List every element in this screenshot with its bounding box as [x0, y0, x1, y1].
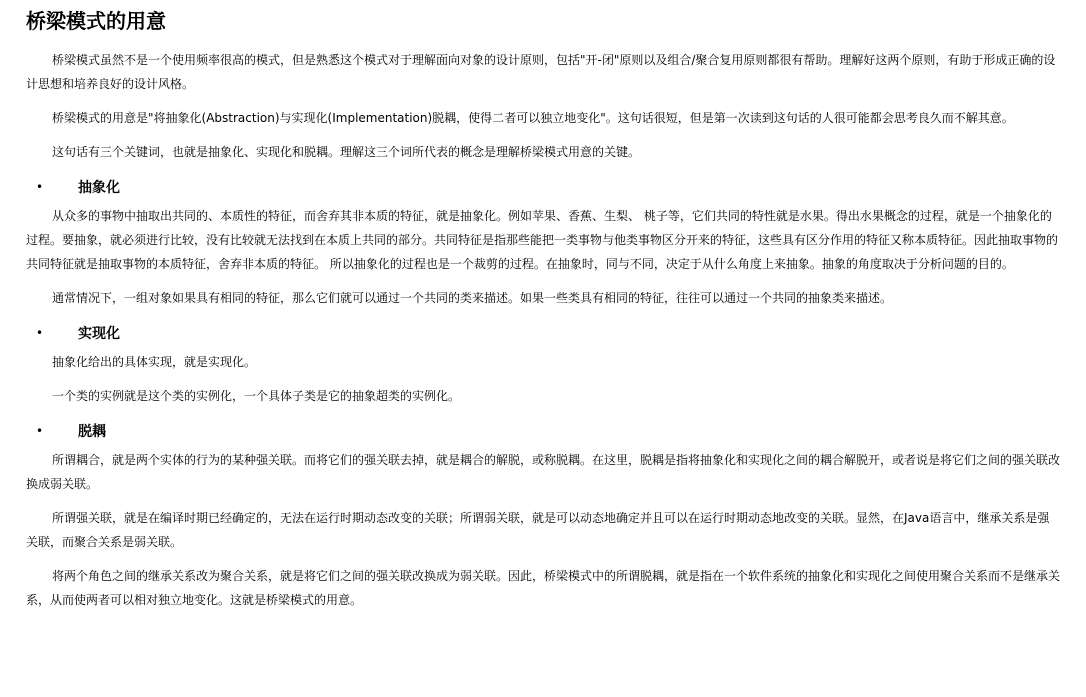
section-paragraph: 所谓强关联，就是在编译时期已经确定的，无法在运行时期动态改变的关联；所谓弱关联，就是可以动态地确定并且可以在运行时期动态地改变的关联。显然，在Java语言中，继承关系是强关联，而聚合关系是弱关联。 [26, 511, 1050, 549]
bullet-icon: • [36, 326, 44, 340]
section-title: 脱耦 [78, 424, 106, 440]
section-heading-implementation [26, 320, 1060, 346]
section-title: 抽象化 [78, 180, 120, 196]
section-paragraph: 抽象化给出的具体实现，就是实现化。 [52, 355, 257, 369]
section-paragraph: 所谓耦合，就是两个实体的行为的某种强关联。而将它们的强关联去掉，就是耦合的解脱，或称脱耦。在这里，脱耦是指将抽象化和实现化之间的耦合解脱开，或者说是将它们之间的强关联改换成弱关联。 [26, 453, 1061, 491]
intro-paragraph: 这句话有三个关键词，也就是抽象化、实现化和脱耦。理解这三个词所代表的概念是理解桥梁模式用意的关键。 [52, 145, 641, 159]
section-paragraph: 通常情况下，一组对象如果具有相同的特征，那么它们就可以通过一个共同的类来描述。如果一些类具有相同的特征，往往可以通过一个共同的抽象类来描述。 [52, 291, 893, 305]
bullet-icon: • [36, 424, 44, 438]
section-paragraph: 一个类的实例就是这个类的实例化，一个具体子类是它的抽象超类的实例化。 [52, 389, 461, 403]
section-paragraph: 从众多的事物中抽取出共同的、本质性的特征，而舍弃其非本质的特征，就是抽象化。例如苹果、香蕉、生梨、 桃子等，它们共同的特性就是水果。得出水果概念的过程，就是一个抽象化的过程。要抽象，就必须进行比较，没有比较就无法找到在本质上共同的部分。共同特征是指那些能把一类事物与他类事物区分开来的特征，这些具有区分作用的特征又称本质特征。因此抽取事物的共同特征就是抽取事物的本质特征，舍弃非本质的特征。 所以抽象化的过程也是一个裁剪的过程。在抽象时，同与不同，决定于从什么角度上来抽象。抽象的角度取决于分析问题的目的。 [26, 209, 1059, 271]
intro-paragraph: 桥梁模式的用意是"将抽象化(Abstraction)与实现化(Implementation)脱耦，使得二者可以独立地变化"。这句话很短，但是第一次读到这句话的人很可能都会思考良久而不解其意。 [52, 111, 1014, 125]
intro-paragraph: 桥梁模式虽然不是一个使用频率很高的模式，但是熟悉这个模式对于理解面向对象的设计原则，包括"开-闭"原则以及组合/聚合复用原则都很有帮助。理解好这两个原则，有助于形成正确的设计思想和培养良好的设计风格。 [26, 53, 1056, 91]
bullet-icon: • [36, 180, 44, 194]
page-title: 桥梁模式的用意 [26, 9, 166, 33]
section-title: 实现化 [78, 326, 120, 342]
section-paragraph: 将两个角色之间的继承关系改为聚合关系，就是将它们之间的强关联改换成为弱关联。因此，桥梁模式中的所谓脱耦，就是指在一个软件系统的抽象化和实现化之间使用聚合关系而不是继承关系，从而使两者可以相对独立地变化。这就是桥梁模式的用意。 [26, 569, 1061, 607]
section-heading-abstraction [26, 174, 1060, 200]
section-heading-decoupling [26, 418, 1060, 444]
